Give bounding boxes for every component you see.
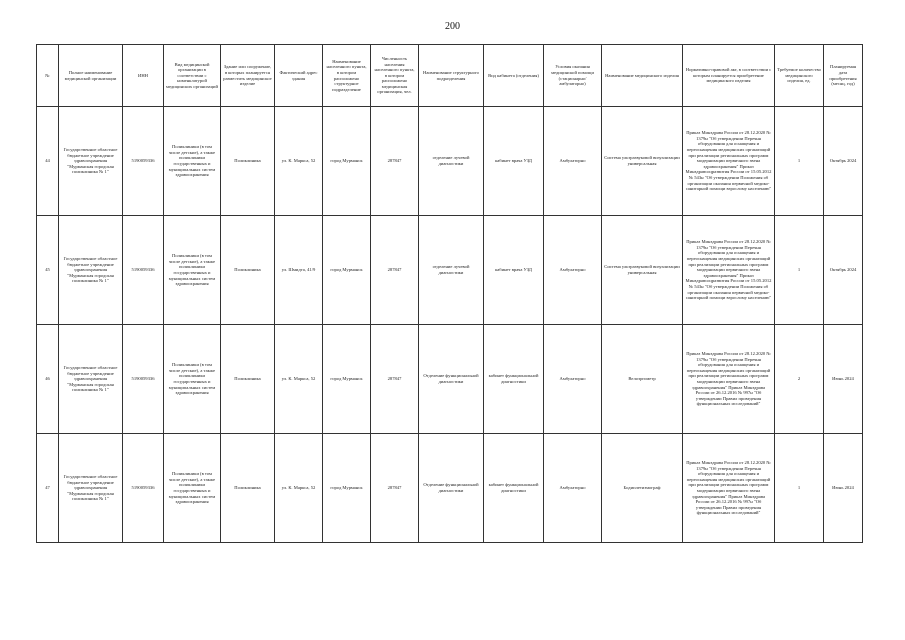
purchase-date: Июнь 2024 [824,325,863,434]
device: Система ультразвуковой визуализации универсальная [602,216,683,325]
org-type: Поликлиники (в том числе детские), а также поликлиники государственных и муниципальных систем здравоохранения [164,325,221,434]
conditions: Амбулаторно [544,325,602,434]
population: 287847 [371,434,419,543]
device: Система ультразвуковой визуализации универсальная [602,107,683,216]
row-number: 46 [37,325,59,434]
legal-act: Приказ Минздрава России от 28.12.2020 № 1379н "Об утверждении Перечня оборудования для оснащения и переоснащения медицинских организаций при реализации региональных программ модернизации первичного звена здравоохранения" Приказ Минздравсоцразвития России от 15.05.2012 № 543н "Об утверждении Положения об организации оказания первичной медико-санитарной помощи взрослому населению" [683,107,775,216]
address: ул. Шмидта, 41/9 [275,216,323,325]
org-name: Государственное областное бюджетное учреждение здравоохранения "Мурманская городская поликлиника № 1" [59,325,123,434]
col-header-legal-act: Нормативно-правовой акт, в соответствии с которым планируется приобретение медицинского изделия [683,45,775,107]
col-header-address: Фактический адрес здания [275,45,323,107]
population: 287847 [371,107,419,216]
unit: Отделение функциональной диагностики [419,434,484,543]
inn: 5190059336 [123,434,164,543]
org-type: Поликлиники (в том числе детские), а также поликлиники государственных и муниципальных систем здравоохранения [164,216,221,325]
purchase-date: Июнь 2024 [824,434,863,543]
table-row [37,434,863,543]
col-header-quantity: Требуемое количество медицинского изделия, ед. [775,45,824,107]
address: ул. К. Маркса, 52 [275,434,323,543]
cabinet: кабинет функциональной диагностики [484,325,544,434]
unit: Отделение функциональной диагностики [419,325,484,434]
col-header-conditions: Условия оказания медицинской помощи (стационарно/амбулаторно) [544,45,602,107]
legal-act: Приказ Минздрава России от 28.12.2020 № 1379н "Об утверждении Перечня оборудования для оснащения и переоснащения медицинских организаций при реализации региональных программ модернизации первичного звена здравоохранения" Приказ Минздравсоцразвития России от 15.05.2012 № 543н "Об утверждении Положения об организации оказания первичной медико-санитарной помощи взрослому населению" [683,216,775,325]
building: Поликлиника [221,107,275,216]
col-header-inn: ИНН [123,45,164,107]
org-name: Государственное областное бюджетное учреждение здравоохранения "Мурманская городская поликлиника № 1" [59,216,123,325]
locality: город Мурманск [323,107,371,216]
population: 287847 [371,216,419,325]
inn: 5190059336 [123,216,164,325]
table-row [37,216,863,325]
org-name: Государственное областное бюджетное учреждение здравоохранения "Мурманская городская поликлиника № 1" [59,434,123,543]
table-row [37,107,863,216]
inn: 5190059336 [123,325,164,434]
device: Велоэргометр [602,325,683,434]
page-number: 200 [445,21,460,32]
col-header-device: Наименование медицинского изделия [602,45,683,107]
population: 287847 [371,325,419,434]
col-header-population: Численность населения населенного пункта, в котором расположено медицинская организация, чел. [371,45,419,107]
col-header-building: Здание или сооружение, в которых планируется разместить медицинское изделие [221,45,275,107]
address: ул. К. Маркса, 52 [275,325,323,434]
quantity: 1 [775,434,824,543]
col-header-cabinet: Вид кабинета (отделения) [484,45,544,107]
col-header-org-type: Вид медицинской организации в соответствии с номенклатурой медицинских организаций [164,45,221,107]
table-row [37,325,863,434]
building: Поликлиника [221,434,275,543]
row-number: 45 [37,216,59,325]
row-number: 44 [37,107,59,216]
address: ул. К. Маркса, 52 [275,107,323,216]
inn: 5190059336 [123,107,164,216]
unit: отделение лучевой диагностики [419,216,484,325]
locality: город Мурманск [323,434,371,543]
building: Поликлиника [221,325,275,434]
device: Бодиплетизмограф [602,434,683,543]
quantity: 1 [775,216,824,325]
col-header-locality: Наименование населенного пункта, в котором расположено структурное подразделение [323,45,371,107]
table-header-row [37,45,863,107]
col-header-unit: Наименование структурного подразделения [419,45,484,107]
equipment-table [36,44,863,543]
legal-act: Приказ Минздрава России от 28.12.2020 № 1379н "Об утверждении Перечня оборудования для оснащения и переоснащения медицинских организаций при реализации региональных программ модернизации первичного звена здравоохранения" Приказ Минздрава России от 26.12.2016 № 997н "Об утверждении Правил проведения функциональных исследований" [683,434,775,543]
legal-act: Приказ Минздрава России от 28.12.2020 № 1379н "Об утверждении Перечня оборудования для оснащения и переоснащения медицинских организаций при реализации региональных программ модернизации первичного звена здравоохранения" Приказ Минздрава России от 26.12.2016 № 997н "Об утверждении Правил проведения функциональных исследований" [683,325,775,434]
row-number: 47 [37,434,59,543]
unit: отделение лучевой диагностики [419,107,484,216]
conditions: Амбулаторно [544,434,602,543]
conditions: Амбулаторно [544,216,602,325]
locality: город Мурманск [323,325,371,434]
cabinet: кабинет врача УЗД [484,216,544,325]
cabinet: кабинет функциональной диагностики [484,434,544,543]
col-header-number: № [37,45,59,107]
purchase-date: Октябрь 2024 [824,107,863,216]
col-header-org-name: Полное наименование медицинской организации [59,45,123,107]
conditions: Амбулаторно [544,107,602,216]
org-type: Поликлиники (в том числе детские), а также поликлиники государственных и муниципальных систем здравоохранения [164,434,221,543]
purchase-date: Октябрь 2024 [824,216,863,325]
building: Поликлиника [221,216,275,325]
col-header-date: Планируемая дата приобретения (месяц, год) [824,45,863,107]
quantity: 1 [775,107,824,216]
quantity: 2 [775,325,824,434]
locality: город Мурманск [323,216,371,325]
cabinet: кабинет врача УЗД [484,107,544,216]
org-name: Государственное областное бюджетное учреждение здравоохранения "Мурманская городская поликлиника № 1" [59,107,123,216]
org-type: Поликлиники (в том числе детские), а также поликлиники государственных и муниципальных систем здравоохранения [164,107,221,216]
